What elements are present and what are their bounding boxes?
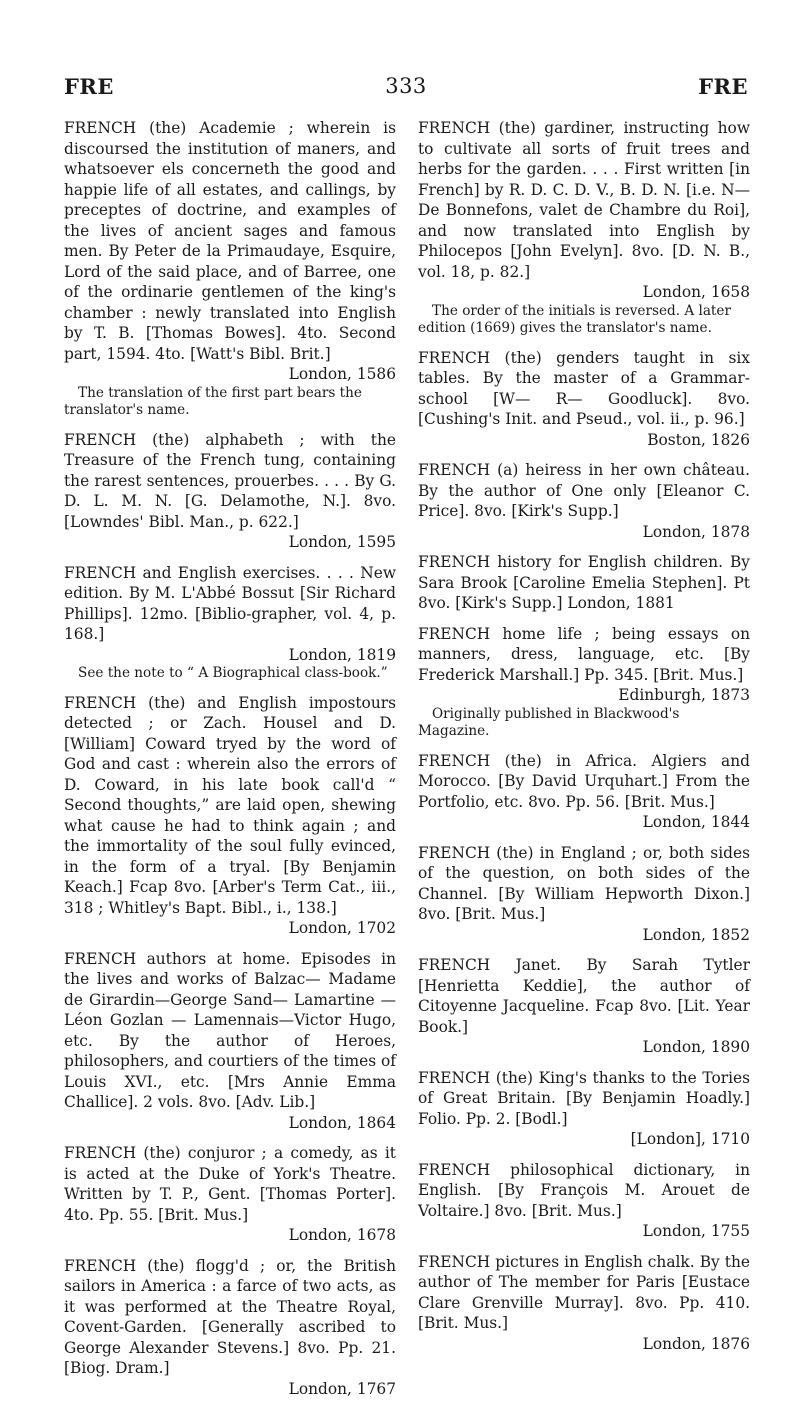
entry-place-date: London, 1878 [642, 522, 750, 541]
entry-text: FRENCH Janet. By Sarah Tytler [Henrietta Keddie], the author of Citoyenne Jacqueline. Fcap 8vo. [Lit. Year Book.] [418, 956, 750, 1036]
entry-text: FRENCH (the) Academie ; wherein is discoursed the institution of maners, and whatsoever els concerneth the good and happie life of all estates, and callings, by preceptes of doctrine, and examples of the lives of ancient sages and famous men. By Peter de la Primaudaye, Esquire, Lord of the said place, and of Barree, one of the ordinarie gentlemen of the king's chamber : newly translated into English by T. B. [Thomas Bowes]. 4to. Second part, 1594. 4to. [Watt's Bibl. Brit.] [64, 119, 396, 363]
entry-place-date: London, 1702 [288, 919, 396, 937]
header-right-word: FRE [698, 74, 748, 99]
catalogue-entry [64, 563, 396, 683]
entry-place-date: London, 1678 [288, 1226, 396, 1244]
entry-place-date: London, 1767 [288, 1379, 396, 1398]
entry-place-date: [London], 1710 [630, 1130, 750, 1148]
entry-place-date: London, 1658 [642, 283, 750, 301]
entry-text: FRENCH and English exercises. . . . New edition. By M. L'Abbé Bossut [Sir Richard Phillips]. 12mo. [Biblio-grapher, vol. 4, p. 168.] [64, 563, 396, 643]
entry-text: FRENCH philosophical dictionary, in English. [By François M. Arouet de Voltaire.] 8vo. [Brit. Mus.] [418, 1160, 750, 1220]
entry-place-date: London, 1755 [642, 1222, 750, 1240]
entry-place-date: Edinburgh, 1873 [618, 686, 750, 704]
entry-text: FRENCH (the) in England ; or, both sides of the question, on both sides of the Channel. [By William Hepworth Dixon.] 8vo. [Brit. Mus.] [418, 843, 750, 923]
entry-place-date: London, 1876 [642, 1334, 750, 1353]
left-column [64, 118, 396, 1409]
entry-note: Originally published in Blackwood's Magazine. [418, 705, 680, 739]
catalogue-entry [418, 624, 750, 741]
running-header [64, 74, 748, 104]
page-number: 333 [385, 74, 427, 98]
entry-text: FRENCH (the) and English impostours detected ; or Zach. Housel and D. [William] Coward tryed by the word of God and cast : wherein also the errors of D. Coward, in his late book call'd “ Second thoughts,” are laid open, shewing what cause he had to think again ; and the immortality of the soul fully evinced, in the form of a tryal. [By Benjamin Keach.] Fcap 8vo. [Arber's Term Cat., iii., 318 ; Whitley's Bapt. Bibl., i., 138.] [64, 693, 396, 917]
entry-place-date: London, 1586 [288, 365, 396, 383]
entry-place-date: London, 1595 [288, 533, 396, 551]
entry-place-date: Boston, 1826 [647, 430, 750, 449]
entry-text: FRENCH authors at home. Episodes in the lives and works of Balzac— Madame de Girardin—George Sand— Lamartine — Léon Gozlan — Lamennais—Victor Hugo, etc. By the author of Heroes, philosophers, and courtiers of the times of Louis XVI., etc. [Mrs Annie Emma Challice]. 2 vols. 8vo. [Adv. Lib.] [64, 949, 396, 1111]
entry-place-date: London, 1852 [642, 925, 750, 944]
entry-text: FRENCH (the) in Africa. Algiers and Morocco. [By David Urquhart.] From the Portfolio, etc. 8vo. Pp. 56. [Brit. Mus.] [418, 751, 750, 811]
entry-text: FRENCH home life ; being essays on manners, dress, language, etc. [By Frederick Marshall.] Pp. 345. [Brit. Mus.] [418, 624, 750, 684]
catalogue-entry [418, 1068, 750, 1150]
entry-text: FRENCH (the) flogg'd ; or, the British sailors in America : a farce of two acts, as it was performed at the Theatre Royal, Covent-Garden. [Generally ascribed to George Alexander Stevens.] 8vo. Pp. 21. [Biog. Dram.] [64, 1256, 396, 1377]
catalogue-entry [418, 460, 750, 542]
entry-note: See the note to “ A Biographical class-book.” [78, 665, 388, 681]
catalogue-entry [64, 1143, 396, 1246]
catalogue-entry [64, 118, 396, 420]
right-column [418, 118, 750, 1364]
entry-place-date: London, 1819 [288, 645, 396, 664]
entry-place-date: London, 1890 [642, 1038, 750, 1056]
entry-text: FRENCH (the) alphabeth ; with the Treasure of the French tung, containing the rarest sentences, prouerbes. . . . By G. D. L. M. N. [G. Delamothe, N.]. 8vo. [Lowndes' Bibl. Man., p. 622.] [64, 430, 396, 531]
catalogue-entry [418, 955, 750, 1058]
catalogue-entry [64, 430, 396, 553]
entry-note: The order of the initials is reversed. A later edition (1669) gives the translator's name. [418, 302, 731, 336]
entry-text: FRENCH (a) heiress in her own château. By the author of One only [Eleanor C. Price]. 8vo. [Kirk's Supp.] [418, 461, 750, 520]
header-left-word: FRE [64, 74, 114, 99]
entry-text: FRENCH history for English children. By Sara Brook [Caroline Emelia Stephen]. Pt 8vo. [Kirk's Supp.] London, 1881 [418, 553, 750, 612]
catalogue-entry [418, 348, 750, 451]
entry-place-date: London, 1864 [288, 1113, 396, 1132]
entry-place-date: London, 1844 [642, 813, 750, 831]
entry-note: The translation of the first part bears the translator's name. [64, 384, 362, 418]
catalogue-entry [418, 843, 750, 946]
catalogue-entry [418, 751, 750, 833]
catalogue-entry [418, 552, 750, 614]
entry-text: FRENCH (the) conjuror ; a comedy, as it is acted at the Duke of York's Theatre. Written by T. P., Gent. [Thomas Porter]. 4to. Pp. 55. [Brit. Mus.] [64, 1144, 396, 1224]
catalogue-entry [64, 693, 396, 939]
catalogue-entry [64, 949, 396, 1134]
catalogue-entry [418, 118, 750, 338]
catalogue-entry [418, 1252, 750, 1355]
entry-text: FRENCH (the) King's thanks to the Tories of Great Britain. [By Benjamin Hoadly.] Folio. Pp. 2. [Bodl.] [418, 1068, 750, 1128]
entry-text: FRENCH pictures in English chalk. By the author of The member for Paris [Eustace Clare Grenville Murray]. 8vo. Pp. 410. [Brit. Mus.] [418, 1252, 750, 1332]
entry-text: FRENCH (the) genders taught in six tables. By the master of a Grammar-school [W— R— Goodluck]. 8vo. [Cushing's Init. and Pseud., vol. ii., p. 96.] [418, 348, 750, 428]
entry-text: FRENCH (the) gardiner, instructing how to cultivate all sorts of fruit trees and herbs for the garden. . . . First written [in French] by R. D. C. D. V., B. D. N. [i.e. N— De Bonnefons, valet de Chambre du Roi], and now translated into English by Philocepos [John Evelyn]. 8vo. [D. N. B., vol. 18, p. 82.] [418, 119, 750, 281]
catalogue-entry [418, 1160, 750, 1242]
catalogue-entry [64, 1256, 396, 1400]
